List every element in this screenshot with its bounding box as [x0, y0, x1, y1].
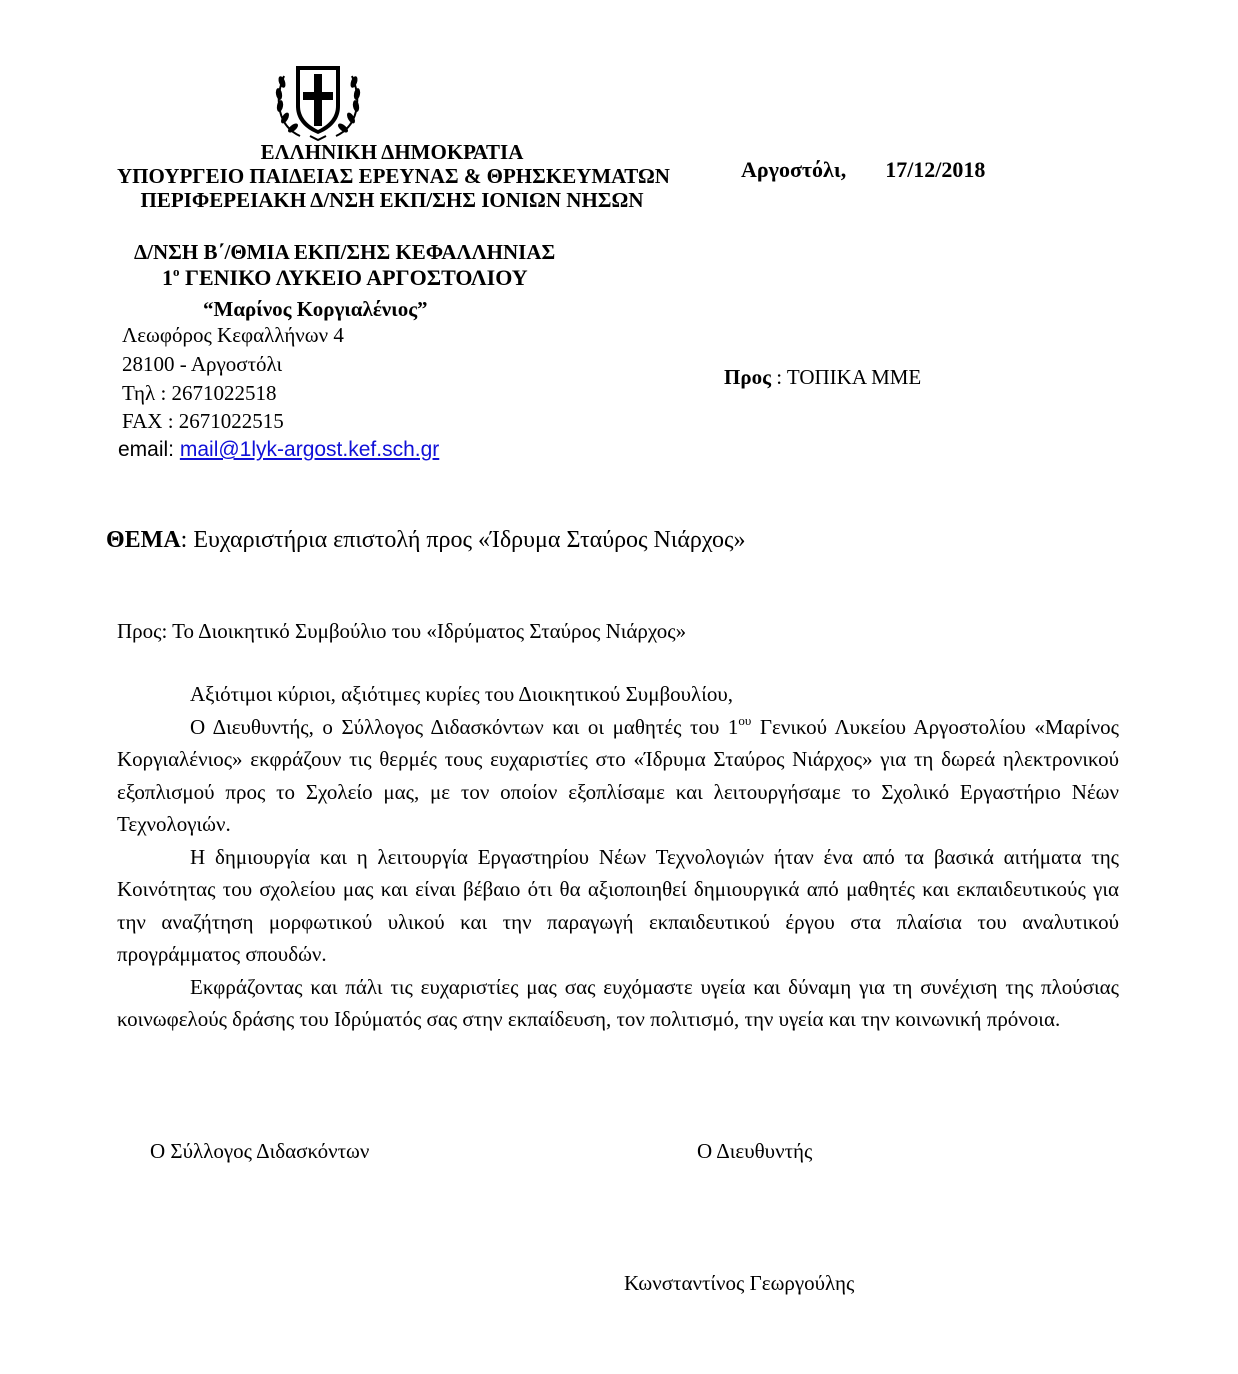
email-label: email: [118, 438, 180, 461]
paragraph-3: Εκφράζοντας και πάλι τις ευχαριστίες μας σας ευχόμαστε υγεία και δύναμη για τη συνέχιση της πλούσιας κοινωφελούς δράσης του Ιδρύματός σας στην εκπαίδευση, τον πολιτισμό, την υγεία και την κοινωνική πρόνοια. [117, 974, 1119, 1031]
phone-line: Τηλ : 2671022518 [122, 381, 277, 405]
ministry-line: ΥΠΟΥΡΓΕΙΟ ΠΑΙΔΕΙΑΣ ΕΡΕΥΝΑΣ & ΘΡΗΣΚΕΥΜΑΤΩΝ [117, 164, 670, 188]
school-honoree: “Μαρίνος Κοργιαλένιος” [203, 297, 428, 321]
date: 17/12/2018 [885, 157, 986, 182]
signature-left: Ο Σύλλογος Διδασκόντων [150, 1139, 370, 1163]
recipient-label: Προς [724, 365, 771, 389]
letter-body [117, 678, 1119, 1036]
recipient-line [724, 365, 921, 390]
postal-line: 28100 - Αργοστόλι [122, 352, 283, 376]
school-name: $1^o$ ΓΕΝΙΚΟ ΛΥΚΕΙΟ ΑΡΓΟΣΤΟΛΙΟΥ [162, 264, 528, 290]
paragraph-1: Ο Διευθυντής, ο Σύλλογος Διδασκόντων και οι μαθητές του $1^{o\upsilon}$ Γενικού Λυκείου Αργοστολίου «Μαρίνος Κοργιαλένιος» εκφράζουν τις θερμές τους ευχαριστίες στο «Ίδρυμα Σταύρος Νιάρχος» για τη δωρεά ηλεκτρονικού εξοπλισμού προς το Σχολείο μας, με τον οποίον εξοπλίσαμε και λειτουργήσαμε το Σχολικό Εργαστήριο Νέων Τεχνολογιών. [117, 712, 1119, 836]
greek-emblem-icon [270, 60, 366, 142]
email-link[interactable]: mail@1lyk-argost.kef.sch.gr [179, 438, 440, 461]
greeting: Αξιότιμοι κύριοι, αξιότιμες κυρίες του Διοικητικού Συμβουλίου, [190, 682, 734, 706]
signature-right: Ο Διευθυντής [697, 1139, 813, 1163]
address-line: Λεωφόρος Κεφαλλήνων 4 [122, 323, 344, 347]
republic-line: ΕΛΛΗΝΙΚΗ ΔΗΜΟΚΡΑΤΙΑ [260, 140, 524, 164]
addressee-line: Προς: Το Διοικητικό Συμβούλιο του «Ιδρύματος Σταύρος Νιάρχος» [117, 619, 687, 643]
principal-name: Κωνσταντίνος Γεωργούλης [624, 1271, 855, 1295]
place-date [741, 157, 985, 183]
recipient-value: : ΤΟΠΙΚΑ ΜΜΕ [770, 365, 922, 389]
header-block [117, 140, 670, 212]
regional-directorate-line: ΠΕΡΙΦΕΡΕΙΑΚΗ Δ/ΝΣΗ ΕΚΠ/ΣΗΣ ΙΟΝΙΩΝ ΝΗΣΩΝ [140, 188, 644, 212]
paragraph-2: Η δημιουργία και η λειτουργία Εργαστηρίου Νέων Τεχνολογιών ήταν ένα από τα βασικά αιτήματα της Κοινότητας του σχολείου μας και είναι βέβαιο ότι θα αξιοποιηθεί δημιουργικά από μαθητές και εκπαιδευτικούς για την αναζήτηση μορφωτικού υλικού και την παραγωγή εκπαιδευτικού έργου στα πλαίσια του αναλυτικού προγράμματος σπουδών. [117, 844, 1119, 966]
email-line [118, 438, 439, 462]
subject-text: : Ευχαριστήρια επιστολή προς «Ίδρυμα Σταύρος Νιάρχος» [180, 527, 746, 553]
place: Αργοστόλι, [741, 157, 847, 182]
fax-line: FAX : 2671022515 [122, 409, 284, 433]
subject-line [106, 527, 746, 554]
directorate-line: Δ/ΝΣΗ Β΄/ΘΜΙΑ ΕΚΠ/ΣΗΣ ΚΕΦΑΛΛΗΝΙΑΣ [134, 240, 556, 264]
subject-label: ΘΕΜΑ [106, 527, 181, 553]
